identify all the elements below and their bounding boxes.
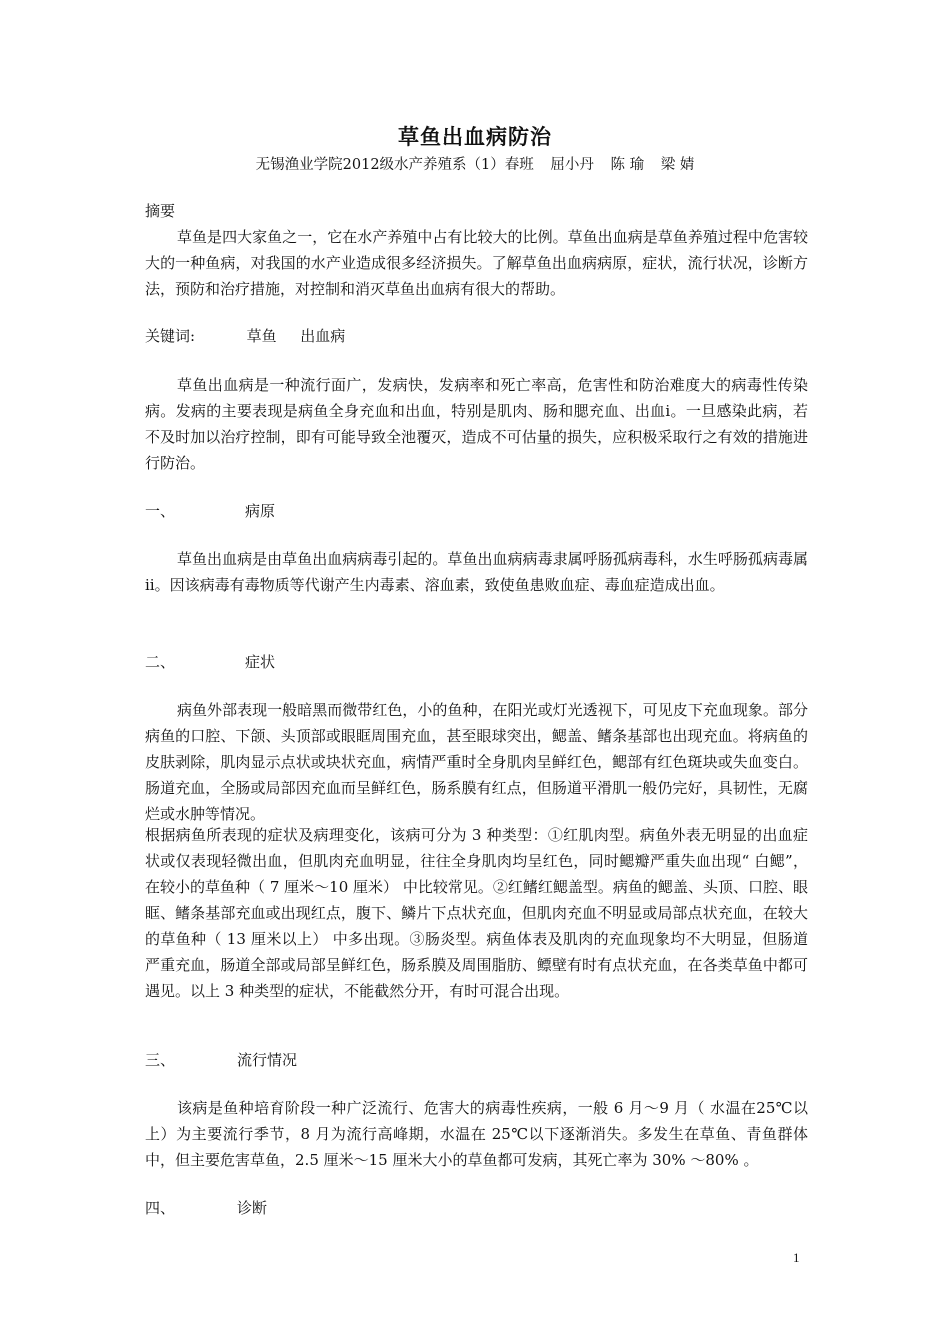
section-number: 一、 <box>145 502 176 520</box>
abstract-text: 草鱼是四大家鱼之一，它在水产养殖中占有比较大的比例。草鱼出血病是草鱼养殖过程中危害较大的一种鱼病，对我国的水产业造成很多经济损失。了解草鱼出血病病原，症状，流行状况，诊断方法，预防和治疗措施，对控制和消灭草鱼出血病有很大的帮助。 <box>145 228 808 298</box>
keywords-label: 关键词: <box>145 327 196 345</box>
keyword: 草鱼 <box>246 327 277 345</box>
section-number: 三、 <box>145 1051 176 1069</box>
section-number: 四、 <box>145 1199 176 1217</box>
affiliation: 无锡渔业学院2012级水产养殖系（1）春班 <box>255 157 534 173</box>
section-paragraph: 根据病鱼所表现的症状及病理变化，该病可分为 3 种类型：①红肌肉型。病鱼外表无明显的出血症状或仅表现轻微出血，但肌肉充血明显，往往全身肌肉均呈红色，同时鳃瓣严重失血出现“ 白鳃”，在较小的草鱼种（ 7 厘米～10 厘米） 中比较常见。②红鳍红鳃盖型。病鱼的鳃盖、头顶、口腔、眼眶、鳍条基部充血或出现红点，腹下、鳞片下点状充血，但肌肉充血不明显或局部点状充血，在较大的草鱼种（ 13 厘米以上） 中多出现。③肠炎型。病鱼体表及肌肉的充血现象均不大明显，但肠道严重充血，肠道全部或局部呈鲜红色，肠系膜及周围脂肪、鳔壁有时有点状充血，在各类草鱼中都可遇见。以上 3 种类型的症状，不能截然分开，有时可混合出现。 <box>145 826 808 1000</box>
section-paragraph: 该病是鱼种培育阶段一种广泛流行、危害大的病毒性疾病，一般 6 月～9 月（ 水温在25℃以上）为主要流行季节，8 月为流行高峰期，水温在 25℃以下逐渐消失。多发生在草鱼、青鱼群体中，但主要危害草鱼，2.5 厘米～15 厘米大小的草鱼都可发病，其死亡率为 30% ～80% 。 <box>145 1099 808 1169</box>
document-title: 草鱼出血病防治 <box>398 124 552 149</box>
section-title: 流行情况 <box>237 1051 298 1069</box>
section-number: 二、 <box>145 653 176 671</box>
section-title: 诊断 <box>237 1199 268 1217</box>
section-heading <box>145 498 808 524</box>
author-name: 梁 婧 <box>660 157 695 173</box>
section-paragraph: 病鱼外部表现一般暗黑而微带红色，小的鱼种，在阳光或灯光透视下，可见皮下充血现象。部分病鱼的口腔、下颌、头顶部或眼眶周围充血，甚至眼球突出，鳃盖、鳍条基部也出现充血。将病鱼的皮肤剥除，肌肉显示点状或块状充血，病情严重时全身肌肉呈鲜红色，鳃部有红色斑块或失血变白。肠道充血，全肠或局部因充血而呈鲜红色，肠系膜有红点，但肠道平滑肌一般仍完好，具韧性，无腐烂或水肿等情况。 <box>145 701 808 823</box>
section-heading <box>145 649 808 675</box>
keyword: 出血病 <box>300 327 346 345</box>
author-name: 陈 瑜 <box>610 157 645 173</box>
abstract-label: 摘要 <box>145 202 176 220</box>
section-heading <box>145 1047 808 1073</box>
section-paragraph: 草鱼出血病是由草鱼出血病病毒引起的。草鱼出血病病毒隶属呼肠孤病毒科，水生呼肠孤病毒属ⅱ。因该病毒有毒物质等代谢产生内毒素、溶血素，致使鱼患败血症、毒血症造成出血。 <box>145 550 808 594</box>
page-number: 1 <box>793 1250 800 1265</box>
keywords-line <box>145 323 808 349</box>
section-heading <box>145 1195 808 1221</box>
intro-paragraph: 草鱼出血病是一种流行面广，发病快，发病率和死亡率高，危害性和防治难度大的病毒性传染病。发病的主要表现是病鱼全身充血和出血，特别是肌肉、肠和腮充血、出血ⅰ。一旦感染此病，若不及时加以治疗控制，即有可能导致全池覆灭，造成不可估量的损失，应积极采取行之有效的措施进行防治。 <box>145 376 808 472</box>
author-name: 屈小丹 <box>550 157 594 173</box>
section-title: 病原 <box>245 502 276 520</box>
section-title: 症状 <box>245 653 276 671</box>
author-line <box>0 153 950 174</box>
